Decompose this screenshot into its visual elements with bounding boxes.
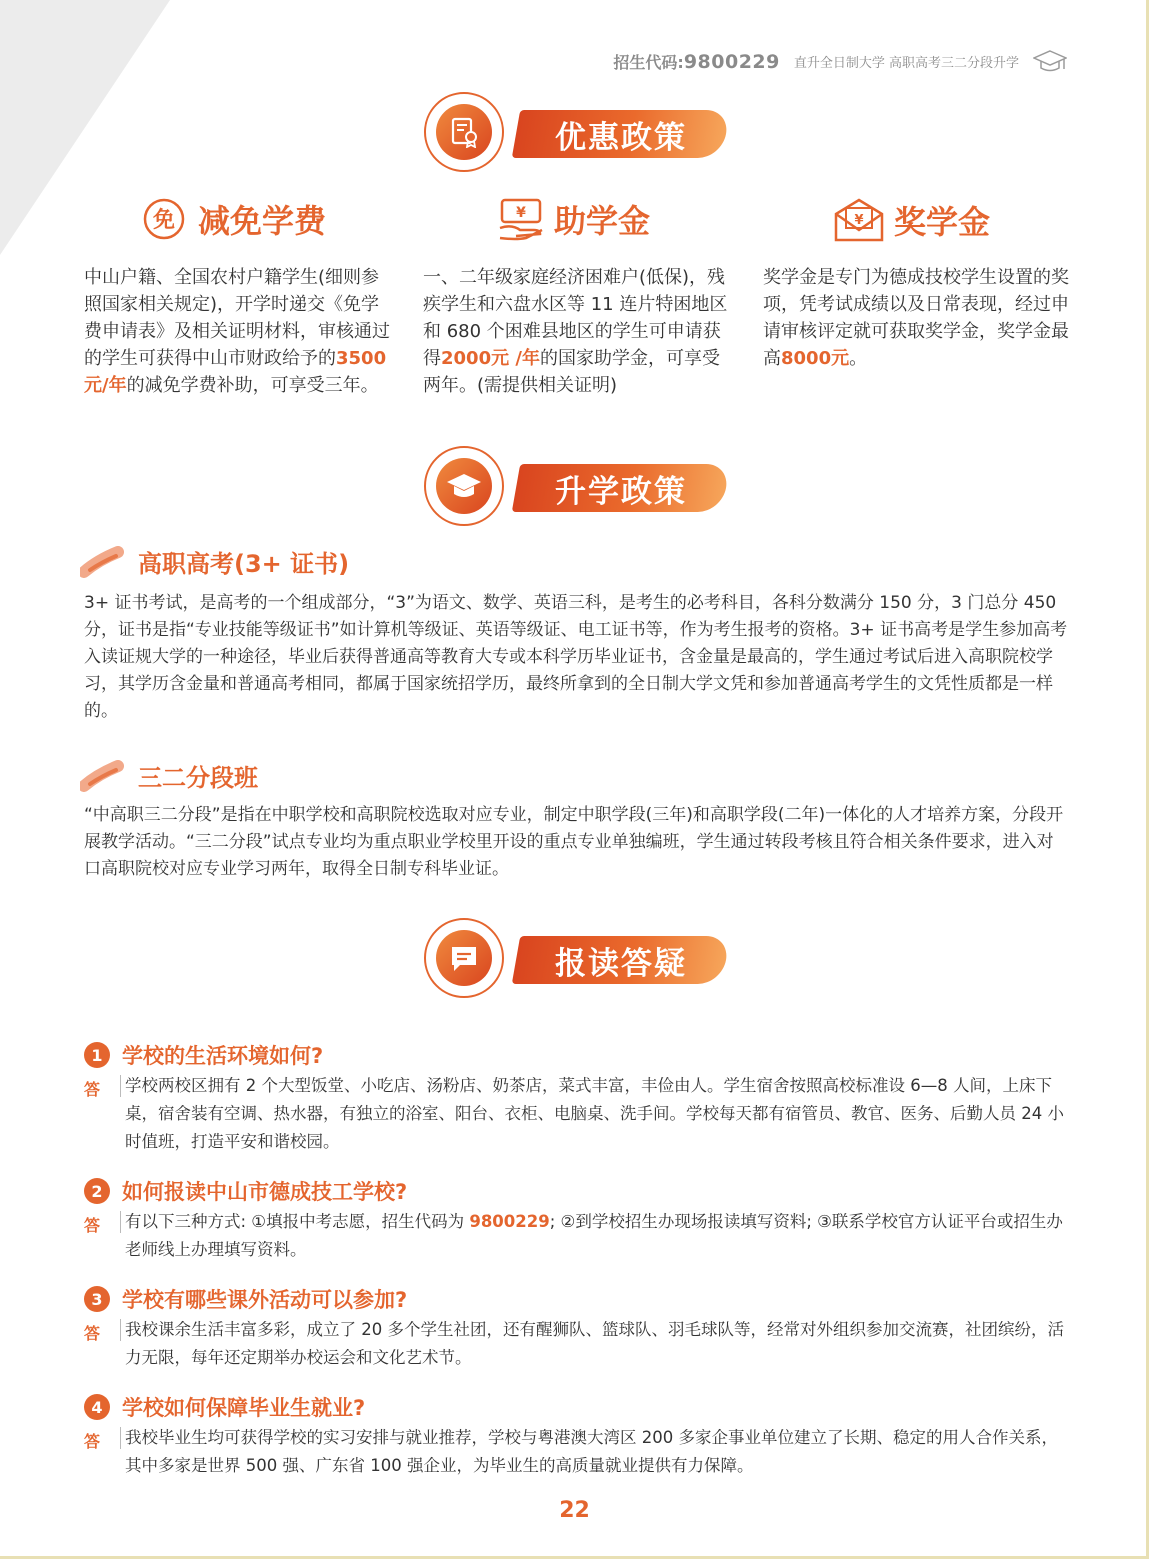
section-icon-circle xyxy=(424,446,504,526)
section-header-advancement xyxy=(424,446,734,528)
answer-label: 答 xyxy=(84,1319,121,1341)
enrollment-code-highlight: 9800229 xyxy=(469,1212,550,1231)
header-tagline: 直升全日制大学 高职高考三二分段升学 xyxy=(793,55,1019,71)
faq-answer-1: 答 学校两校区拥有 2 个大型饭堂、小吃店、汤粉店、奶茶店，菜式丰富，丰俭由人。学生宿舍按照高校标准设 6—8 人间，上床下桌，宿舍装有空调、热水器，有独立的浴室、阳台、衣柜、电脑桌、洗手间。学校每天都有宿管员、教官、医务、后勤人员 24 小时值班，打造平安和谐校园。 xyxy=(84,1076,1064,1151)
section-icon-circle xyxy=(424,918,504,998)
answer-label: 答 xyxy=(84,1427,121,1449)
pencil-stroke-icon xyxy=(80,546,124,578)
section-title: 优惠政策 xyxy=(555,119,687,156)
svg-text:免: 免 xyxy=(152,208,176,233)
faq-question-2: 2 如何报读中山市德成技工学校? xyxy=(84,1176,407,1206)
faq-question-4: 4 学校如何保障毕业生就业? xyxy=(84,1392,365,1422)
benefit-text-grant: 一、二年级家庭经济困难户(低保)，残疾学生和六盘水区等 11 连片特困地区和 680 个困难县地区的学生可申请获得2000元 /年的国家助学金，可享受两年。(需提供相关证明) xyxy=(423,267,728,396)
subsection-text-vocational-exam: 3+ 证书考试，是高考的一个组成部分，“3”为语文、数学、英语三科，是考生的必考科目，各科分数满分 150 分，3 门总分 450 分，证书是指“专业技能等级证书”如计算机等级证、英语等级证、电工证书等，作为考生报考的资格。3+ 证书高考是学生参加高考入读证规大学的一种途径，毕业后获得普通高等教育大专或本科学历毕业证书，含金量是最高的，学生通过考试后进入高职院校学习，其学历含金量和普通高考相同，都属于国家统招学历，最终所拿到的全日制大学文凭和参加普通高考学生的文凭性质都是一样的。 xyxy=(84,593,1068,721)
faq-question-3: 3 学校有哪些课外活动可以参加? xyxy=(84,1284,407,1314)
question-number-badge: 4 xyxy=(84,1394,110,1420)
money-hand-icon xyxy=(496,196,546,242)
faq-question-1: 1 学校的生活环境如何? xyxy=(84,1040,323,1070)
pencil-stroke-icon xyxy=(80,760,124,792)
question-number-badge: 3 xyxy=(84,1286,110,1312)
enrollment-code: 招生代码:9800229 xyxy=(613,50,780,73)
benefit-title-tuition: 免 减免学费 xyxy=(138,196,326,242)
faq-answer-4: 答 我校毕业生均可获得学校的实习安排与就业推荐，学校与粤港澳大湾区 200 多家企事业单位建立了长期、稳定的用人合作关系，其中多家是世界 500 强、广东省 100 强企业，为毕业生的高质量就业提供有力保障。 xyxy=(84,1428,1058,1475)
subsection-text-three-two: “中高职三二分段”是指在中职学校和高职院校选取对应专业，制定中职学段(三年)和高职学段(二年)一体化的人才培养方案，分段开展教学活动。“三二分段”试点专业均为重点职业学校里开设的重点专业单独编班，学生通过转段考核且符合相关条件要求，进入对口高职院校对应专业学习两年，取得全日制专科毕业证。 xyxy=(84,805,1064,879)
section-header-benefits xyxy=(424,92,734,174)
exempt-badge-icon xyxy=(138,196,190,242)
header-bar xyxy=(613,48,1067,74)
envelope-yuan-icon xyxy=(832,196,886,244)
section-title: 升学政策 xyxy=(555,473,687,510)
benefit-title-scholarship: ¥ 奖学金 xyxy=(832,196,990,244)
section-header-faq xyxy=(424,918,734,1000)
chat-bubble-icon xyxy=(448,942,480,974)
svg-text:¥: ¥ xyxy=(854,213,864,228)
faq-answer-2: 答 有以下三种方式: ①填报中考志愿，招生代码为 9800229; ②到学校招生办现场报读填写资料; ③联系学校官方认证平台或招生办老师线上办理填写资料。 xyxy=(84,1212,1063,1259)
certificate-icon xyxy=(448,116,480,148)
tuition-amount: 3500元/年 xyxy=(84,348,387,396)
benefit-text-scholarship: 奖学金是专门为德成技校学生设置的奖项，凭考试成绩以及日常表现，经过申请审核评定就可获取奖学金，奖学金最高8000元。 xyxy=(763,267,1069,369)
question-number-badge: 2 xyxy=(84,1178,110,1204)
subsection-title-vocational-exam: 高职高考(3+ 证书) xyxy=(80,544,349,579)
subsection-title-three-two: 三二分段班 xyxy=(80,758,258,793)
grant-amount: 2000元 /年 xyxy=(441,348,540,369)
section-icon-circle xyxy=(424,92,504,172)
faq-answer-3: 答 我校课余生活丰富多彩，成立了 20 多个学生社团，还有醒狮队、篮球队、羽毛球队等，经常对外组织参加交流赛，社团缤纷，活力无限，每年还定期举办校运会和文化艺术节。 xyxy=(84,1320,1064,1367)
benefit-title-grant: ¥ 助学金 xyxy=(496,196,650,242)
benefit-text-tuition: 中山户籍、全国农村户籍学生(细则参照国家相关规定)，开学时递交《免学费申请表》及相关证明材料，审核通过的学生可获得中山市财政给予的3500元/年的减免学费补助，可享受三年。 xyxy=(84,267,390,396)
section-title: 报读答疑 xyxy=(555,945,687,982)
graduation-cap-icon xyxy=(1033,48,1067,74)
question-number-badge: 1 xyxy=(84,1042,110,1068)
answer-label: 答 xyxy=(84,1075,121,1097)
answer-label: 答 xyxy=(84,1211,121,1233)
svg-text:¥: ¥ xyxy=(516,205,526,221)
page-number: 22 xyxy=(559,1498,590,1523)
mortarboard-icon xyxy=(446,470,482,502)
scholarship-amount: 8000元 xyxy=(781,348,850,369)
